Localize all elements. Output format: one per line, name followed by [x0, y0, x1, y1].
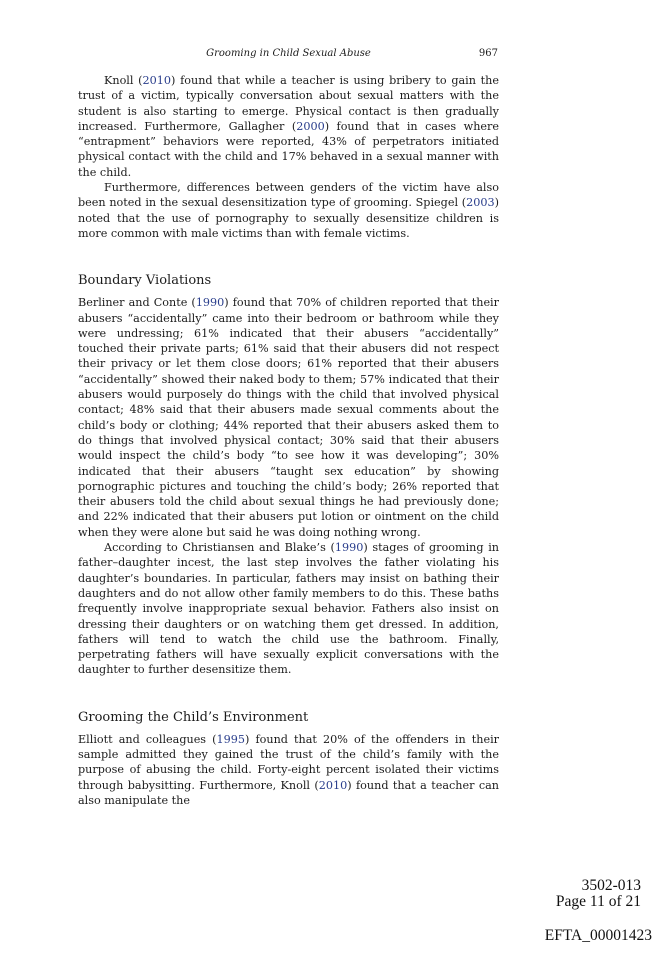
running-title: Grooming in Child Sexual Abuse — [206, 48, 371, 59]
footer-stamp — [556, 878, 641, 910]
citation-link[interactable]: 2010 — [318, 778, 348, 792]
section-heading-grooming-environment: Grooming the Child’s Environment — [78, 709, 309, 725]
section-heading-boundary-violations: Boundary Violations — [78, 273, 212, 289]
citation-link[interactable]: 2000 — [296, 119, 325, 133]
paragraph: Knoll (2010) found that while a teacher is using bribery to gain the trust of a victim, typically conversation about sexual matters with the student is also starting to emerge. Physical contact is then gradually increased. Furthermore, Gallagher (2000) found that in cases where “entrapment” behaviors were reported, 43% of perpetrators initiated physical contact with the child and 17% behaved in a sexual manner with the child. — [78, 74, 499, 179]
citation-link[interactable]: 1990 — [334, 541, 364, 555]
citation-link[interactable]: 1990 — [195, 296, 225, 310]
article-body — [78, 73, 499, 808]
paragraph: Elliott and colleagues (1995) found that 20% of the offenders in their sample admitted they gained the trust of the child’s family with the purpose of abusing the child. Forty-eight percent isolated their victims through babysitting. Furthermore, Knoll (2010) found that a teacher can also manipulate the — [78, 732, 500, 807]
page-number: 967 — [478, 48, 498, 59]
citation-link[interactable]: 2003 — [466, 196, 495, 210]
page-label: Page 11 of 21 — [555, 893, 641, 910]
bates-number: EFTA_00001423 — [544, 927, 652, 944]
paragraph: Furthermore, differences between genders of the victim have also been noted in the sexual desensitization type of grooming. Spiegel (2003) noted that the use of pornography to sexually desensitize children is more common with male victims than with female victims. — [78, 181, 499, 240]
citation-link[interactable]: 2010 — [142, 74, 172, 87]
citation-link[interactable]: 1995 — [216, 732, 246, 746]
paragraph: According to Christiansen and Blake’s (1990) stages of grooming in father–daughter incest, the last step involves the father violating his daughter’s boundaries. In particular, fathers may insist on bathing their daughters and do not allow other family members to do this. These baths frequently involve inappropriate sexual behavior. Fathers also insist on dressing their daughters or on watching them get dressed. In addition, fathers will tend to watch the child use the bathroom. Finally, perpetrating fathers will have sexually explicit conversations with the daughter to further desensitize them. — [78, 541, 499, 677]
paragraph: Berliner and Conte (1990) found that 70% of children reported that their abusers “accidentally” came into their bedroom or bathroom while they were undressing; 61% indicated that their abusers “accidentally” touched their private parts; 61% said that their abusers did not respect their privacy or let them close doors; 61% reported that their abusers “accidentally” showed their naked body to them; 57% indicated that their abusers would purposely do things with the child that involved physical contact; 48% said that their abusers made sexual comments about the child’s body or clothing; 44% reported that their abusers asked them to do things that involved physical contact; 30% said that their abusers would inspect the child’s body “to see how it was developing”; 30% indicated that their abusers “taught sex education” by showing pornographic pictures and touching the child’s body; 26% reported that their abusers told the child about sexual things he had previously done; and 22% indicated that their abusers put lotion or ointment on the child when they were alone but said he was doing nothing wrong. — [78, 296, 499, 539]
running-header — [78, 47, 499, 61]
document-code: 3502-013 — [581, 877, 641, 894]
